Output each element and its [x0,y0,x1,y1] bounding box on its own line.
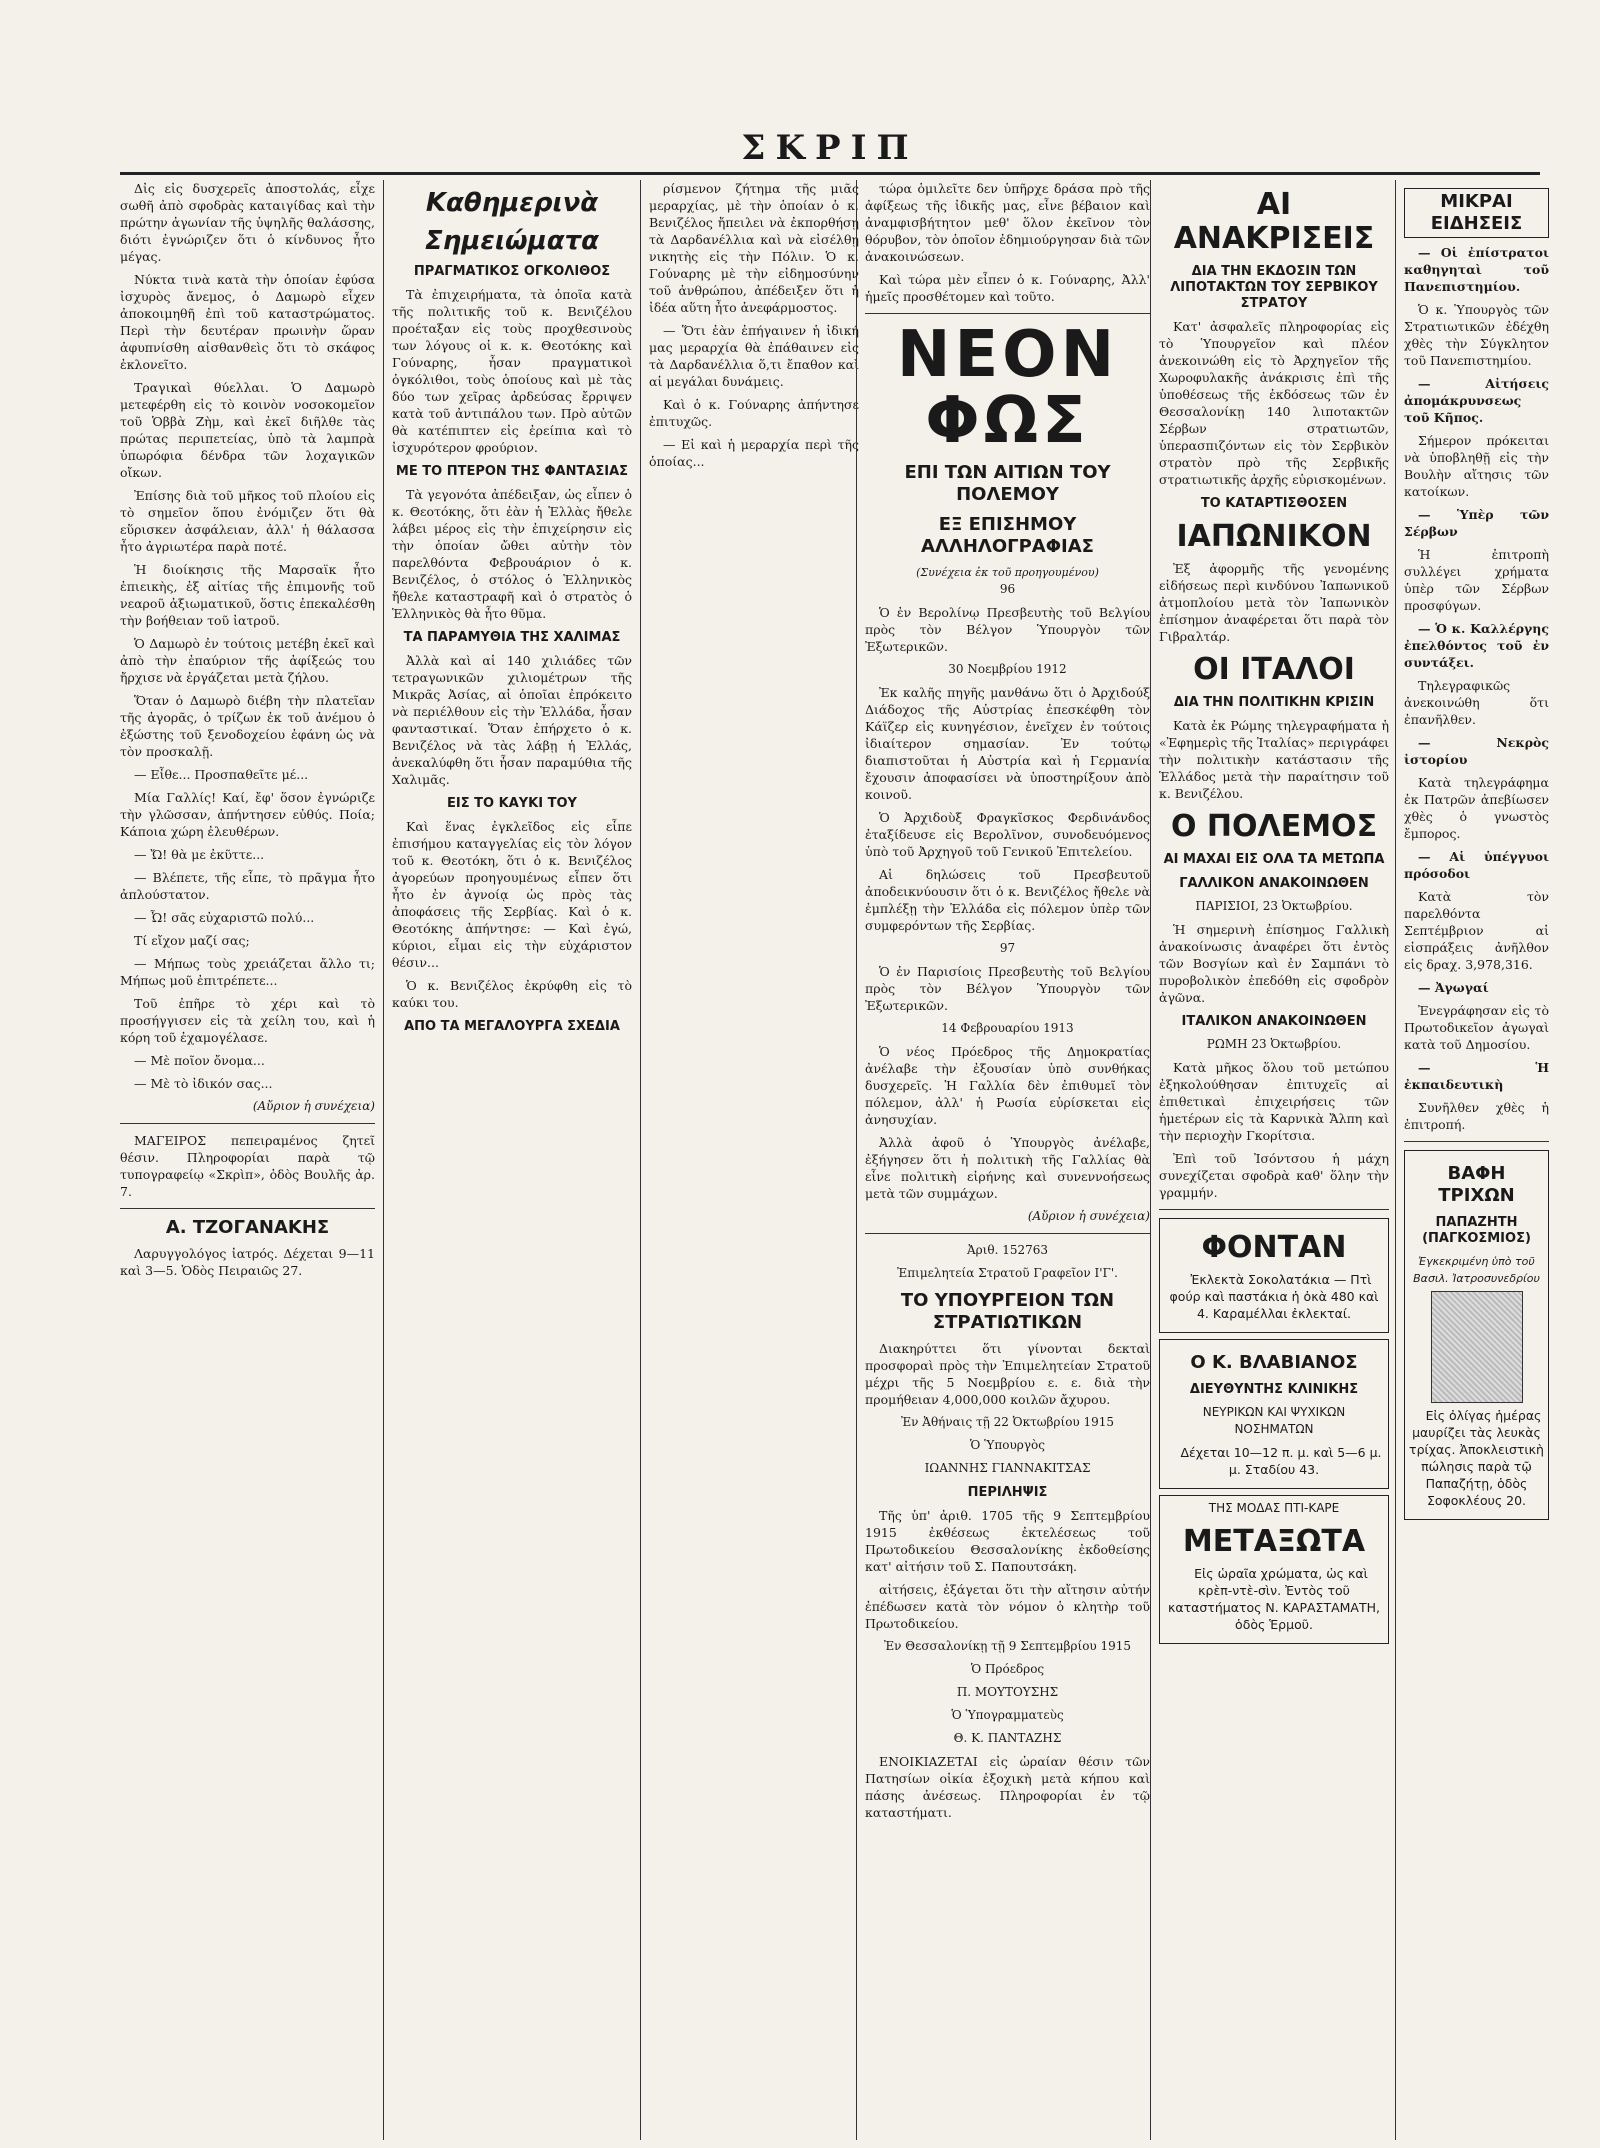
news-text: Ἐνεγράφησαν εἰς τὸ Πρωτοδικεῖον ἀγωγαὶ κατὰ τοῦ Δημοσίου. [1404,1003,1549,1052]
summary-text: αἰτήσεις, ἐξάγεται ὅτι τὴν αἴτησιν αὐτήν ἐπέδωσεν κατὰ τὸν νόμον ὁ κλητὴρ τοῦ Πρωτοδικείου. [865,1582,1150,1631]
summary-signature: Ὁ Πρόεδρος [970,1662,1045,1676]
daily-notes-header-bottom: Σημειώματα [424,226,600,256]
portrait-image [1431,1291,1523,1403]
ad-vlavianos-title: Ο Κ. ΒΛΑΒΙΑΝΟΣ [1190,1352,1358,1373]
ad-silks-title: ΜΕΤΑΞΩΤΑ [1182,1524,1366,1559]
col1-paragraph: — Βλέπετε, τῆς εἶπε, τὸ πρᾶγμα ἦτο ἀπλούστατον. [120,870,375,902]
news-text: Ἡ ἐπιτροπὴ συλλέγει χρήματα ὑπὲρ τῶν Σέρβων προσφύγων. [1404,547,1549,613]
continuation-note: (Συνέχεια ἐκ τοῦ προηγουμένου) [916,566,1099,579]
ad-hair-dye-text: Εἰς ὀλίγας ἡμέρας μαυρίζει τὰς λευκὰς τρίχας. Ἀποκλειστικὴ πώλησις παρὰ τῷ Παπαζήτῃ, ὁδὸς Σοφοκλέους 20. [1409,1408,1544,1508]
divider [120,1208,375,1209]
notice-title: ΤΟ ΥΠΟΥΡΓΕΙΟΝ ΤΩΝ ΣΤΡΑΤΙΩΤΙΚΩΝ [900,1290,1115,1333]
notice-number: Ἀριθ. 152763 [966,1243,1049,1257]
divider [865,1233,1150,1234]
col1-paragraph: Τραγικαὶ θύελλαι. Ὁ Δαμωρὸ μετεφέρθη εἰς τὸ κοινὸν νοσοκομεῖον τοῦ Ὁββὰ Ζὴμ, καὶ ἐκεῖ διῆλθε τὰς πρώτας περιπετείας, ὑπὸ τὰ λαμπρὰ ὑπωρόφια δένδρα τῶν λοχαγικῶν οἴκων. [120,380,375,480]
col1-paragraph: Ἐπίσης διὰ τοῦ μῆκος τοῦ πλοίου εἰς τὸ σημεῖον ὅπου ἐνόμιζεν ὅτι θὰ εὕρισκεν ἀσφάλειαν, ἀλλ' ἡ θάλασσα ἦτο ἀγριωτέρα παρὰ ποτέ. [120,488,375,554]
news-title: — Νεκρὸς ἰστορίου [1404,735,1549,767]
news-title: — Αἰτήσεις ἀπομάκρυνσεως τοῦ Κῆπος. [1404,376,1549,425]
col3-text: — Εἰ καὶ ἡ μεραρχία περὶ τῆς ὁποίας... [649,437,859,469]
headline-war: Ο ΠΟΛΕΜΟΣ [1170,809,1378,844]
notice-text: Διακηρύττει ὅτι γίνονται δεκταὶ προσφοραὶ πρὸς τὴν Ἐπιμελητείαν Στρατοῦ μέχρι τῆς 5 Νοεμβρίου ε. ε. διὰ τὴν προμήθειαν 4,000,000 κοιλῶν ἄχυρου. [865,1341,1150,1407]
subheadline-official-correspondence: ΕΞ ΕΠΙΣΗΜΟΥ ΑΛΛΗΛΟΓΡΑΦΙΑΣ [921,514,1094,557]
communique-title: ΓΑΛΛΙΚΟΝ ΑΝΑΚΟΙΝΩΘΕΝ [1179,876,1369,891]
section-text: Τὰ ἐπιχειρήματα, τὰ ὁποῖα κατὰ τῆς πολιτικῆς τοῦ κ. Βενιζέλου προέταξαν εἰς τοὺς προχθεσινοὺς των λόγους οἱ κ. κ. Θεοτόκης καὶ Γούναρης, ἦσαν πραγματικοὶ ὀγκόλιθοι, τοὺς ὁποίους καὶ μὲ τὰς δύο των χεῖρας ἀρδεύσας ἔρριψεν κατὰ τοῦ ἀντιπάλου των. Πρὸ αὐτῶν θὰ κατέπιπτεν εἰς ἐρείπια καὶ τὸ ἰσχυρότερον φρούριον. [392,287,632,455]
section-title: ΠΡΑΓΜΑΤΙΚΟΣ ΟΓΚΟΛΙΘΟΣ [413,264,611,279]
news-title: — Ἀγωγαί [1418,980,1489,995]
classified-cook: ΜΑΓΕΙΡΟΣ πεπειραμένος ζητεῖ θέσιν. Πληροφορίαι παρὰ τῷ τυπογραφείῳ «Σκρὶπ», ὁδὸς Βουλῆς ἀρ. 7. [120,1133,375,1199]
ad-fontan [1159,1218,1389,1333]
ad-fontan-title: ΦΟΝΤΑΝ [1201,1230,1347,1265]
headline-new-light: ΝΕΟΝ ΦΩΣ [896,318,1119,458]
column-4 [856,180,1158,2140]
col4-text: Ὁ νέος Πρόεδρος τῆς Δημοκρατίας ἀνέλαβε τὴν ἐξουσίαν ὑπὸ συνθήκας δυσχερεῖς. Ἡ Γαλλία δὲν ἐπιθυμεῖ τὸν πόλεμον, ἀλλ' ἡ Ρωσία εὑρίσκεται εἰς ἀνησυχίαν. [865,1044,1150,1127]
divider [1404,1141,1549,1142]
col4-text: Ὁ Ἀρχιδοὺξ Φραγκῖσκος Φερδινάνδος ἐταξίδευσε εἰς Βερολῖνον, συνοδευόμενος ὑπὸ τοῦ Ἀρχηγοῦ τοῦ Γενικοῦ Ἐπιτελείου. [865,810,1150,859]
masthead: ΣΚΡΙΠ [741,128,919,168]
col5-text: Κατὰ ἐκ Ρώμης τηλεγραφήματα ἡ «Ἐφημερὶς τῆς Ἰταλίας» περιγράφει τὴν πολιτικὴν κατάστασιν τῆς Ἑλλάδος μετὰ τὴν παραίτησιν τοῦ κ. Βενιζέλου. [1159,718,1389,801]
ad-vlavianos-sub: ΔΙΕΥΘΥΝΤΗΣ ΚΛΙΝΙΚΗΣ [1189,1382,1359,1397]
news-text: Κατὰ τηλεγράφημα ἐκ Πατρῶν ἀπεβίωσεν χθὲς ὁ γνωστὸς ἔμπορος. [1404,775,1549,841]
col1-paragraph: — Εἶθε... Προσπαθεῖτε μέ... [134,767,309,782]
communique-dateline: ΠΑΡΙΣΙΟΙ, 23 Ὀκτωβρίου. [1195,899,1353,913]
summary-signature: Ὁ Ὑπογραμματεὺς [951,1708,1064,1722]
subheadline: ΔΙΑ ΤΗΝ ΠΟΛΙΤΙΚΗΝ ΚΡΙΣΙΝ [1173,695,1375,710]
communique-dateline: ΡΩΜΗ 23 Ὀκτωβρίου. [1206,1037,1342,1051]
columns [120,180,1549,2140]
ad-hair-dye [1404,1150,1549,1520]
notice-date: Ἐν Ἀθήναις τῇ 22 Ὀκτωβρίου 1915 [900,1415,1115,1429]
ad-silks [1159,1495,1389,1644]
col1-paragraph: Μία Γαλλίς! Καί, ἔφ' ὅσον ἐγνώριζε τὴν γλῶσσαν, ἀπήντησεν εὐθύς. Ποία; Κάποια χώρη ἐλευθέρων. [120,790,375,839]
section-title: ΤΑ ΠΑΡΑΜΥΘΙΑ ΤΗΣ ΧΑΛΙΜΑΣ [403,630,621,645]
ad-silks-text: Εἰς ὡραῖα χρώματα, ὡς καὶ κρὲπ-ντὲ-σὶν. Ἐντὸς τοῦ καταστήματος Ν. ΚΑΡΑΣΤΑΜΑΤΗ, ὁδὸς Ἑρμοῦ. [1168,1566,1380,1632]
col1-paragraph: Ὅταν ὁ Δαμωρὸ διέβη τὴν πλατεῖαν τῆς ἀγορᾶς, ὁ τρίζων ἐκ τοῦ ἀνέμου ὁ ἐξώστης τοῦ ξενοδοχείου ἐφάνη ὡς νὰ τὸν προσκαλῇ. [120,693,375,759]
headline-japanese: ΙΑΠΩΝΙΚΟΝ [1176,519,1372,554]
col1-paragraph: — Μὲ τὸ ἰδικόν σας... [134,1076,273,1091]
col1-continued: (Αὔριον ἡ συνέχεια) [252,1099,375,1113]
ad-fontan-text: Ἐκλεκτὰ Σοκολατάκια — Πτὶ φούρ καὶ παστάκια ἡ ὀκὰ 480 καὶ 4. Καραμέλλαι ἐκλεκταί. [1169,1272,1379,1321]
daily-notes-header-top: Καθημερινὰ [425,188,599,218]
document-date: 30 Νοεμβρίου 1912 [948,662,1067,676]
document-number: 96 [999,582,1016,596]
subheadline: ΑΙ ΜΑΧΑΙ ΕΙΣ ΟΛΑ ΤΑ ΜΕΤΩΠΑ [1163,852,1385,867]
headline-investigations: ΑΙ ΑΝΑΚΡΙΣΕΙΣ [1173,187,1375,256]
section-text: Ὁ κ. Βενιζέλος ἐκρύφθη εἰς τὸ καύκι του. [392,978,632,1010]
column-5 [1150,180,1397,2140]
summary-title: ΠΕΡΙΛΗΨΙΣ [967,1485,1048,1500]
col4-text: Ἐκ καλῆς πηγῆς μανθάνω ὅτι ὁ Ἀρχιδούξ Διάδοχος τῆς Αὐστρίας ἐπεσκέφθη τὸν Κάϊζερ εἰς κυνηγέσιον, ἐνεῖχεν ἐν τούτοις ἰδιαίτερον σημασίαν. Ἐν τούτῳ διαπιστοῦται ἡ Αὐστρία καὶ ἡ Γερμανία ἔχουσιν ἀποφασίσει νὰ ὑποστηρίξουν ἀπὸ κοινοῦ. [865,685,1150,802]
news-text: Τηλεγραφικῶς ἀνεκοινώθη ὅτι ἐπανῆλθεν. [1404,678,1549,727]
col1-paragraph: Ὁ Δαμωρὸ ἐν τούτοις μετέβη ἐκεῖ καὶ ἀπὸ τὴν ἐπαύριον τῆς ἀφίξεώς του ἤρχισε νὰ ἐργάζεται μετὰ ζήλου. [120,636,375,685]
col4-text: Αἱ δηλώσεις τοῦ Πρεσβευτοῦ ἀποδεικνύουσιν ὅτι ὁ κ. Βενιζέλος ἤθελε νὰ ἐμπλέξῃ τὴν Ἑλλάδα εἰς πόλεμον ὑπὲρ τῶν συμφερόντων τῆς Σερβίας. [865,867,1150,933]
news-text: Συνῆλθεν χθὲς ἡ ἐπιτροπή. [1404,1100,1549,1132]
col5-text: Κατ' ἀσφαλεῖς πληροφορίας εἰς τὸ Ὑπουργεῖον καὶ πλέον ἀνεκοινώθη εἰς τὸ Ἀρχηγεῖον τῆς Χωροφυλακῆς ἀνάκρισις ἐπὶ τῆς ὑποθέσεως τῆς ἐκδόσεως τῶν ἐν Θεσσαλονίκῃ 140 λιποτακτῶν Σέρβων στρατιωτῶν, ὑπερασπιζόντων εἰς τὸν Σερβικὸν στρατὸν πρὸ τῆς Σερβικῆς στρατιωτικῆς ἀρχῆς εὑρισκομένων. [1159,319,1389,487]
col1-paragraph: Τοῦ ἐπῆρε τὸ χέρι καὶ τὸ προσήγγισεν εἰς τὰ χείλη του, καὶ ἡ κόρη τοῦ ἐχαμογέλασε. [120,996,375,1045]
document-number: 97 [999,941,1016,955]
col5-text: Ἐπὶ τοῦ Ἰσόντσου ἡ μάχη συνεχίζεται σφοδρὰ καθ' ὅλην τὴν γραμμήν. [1159,1151,1389,1200]
col1-paragraph: Νύκτα τινὰ κατὰ τὴν ὁποίαν ἐφύσα ἰσχυρὸς ἄνεμος, ὁ Δαμωρὸ εἶχεν ἀποκοιμηθῆ ἐπὶ τοῦ καταστρώματος. Περὶ τὴν δευτέραν πρωινὴν ὥραν ἀφυπνίσθη αἰσθανθεὶς ὅτι τὸ σκάφος ἐκλονεῖτο. [120,272,375,372]
divider [865,313,1150,314]
ad-silks-small: ΤΗΣ ΜΟΔΑΣ ΠΤΙ-ΚΑΡΕ [1208,1501,1340,1515]
news-text: Ὁ κ. Ὑπουργὸς τῶν Στρατιωτικῶν ἐδέχθη χθὲς τὴν Σύγκλητον τοῦ Πανεπιστημίου. [1404,302,1549,368]
news-title: — Οἱ ἐπίστρατοι καθηγηταὶ τοῦ Πανεπιστημίου. [1404,245,1549,294]
column-3 [640,180,867,2140]
col4-text: Καὶ τώρα μὲν εἶπεν ὁ κ. Γούναρης, Ἀλλ' ἡμεῖς προσθέτομεν καὶ τοῦτο. [865,272,1150,304]
column-2 [383,180,640,2140]
summary-signature: Π. ΜΟΥΤΟΥΣΗΣ [956,1685,1059,1699]
rent-ad: ΕΝΟΙΚΙΑΖΕΤΑΙ εἰς ὡραίαν θέσιν τῶν Πατησίων οἰκία ἐξοχικὴ μετὰ κήπου καὶ πάσης ἀνέσεως. Πληροφορίαι ἐν τῷ καταστήματι. [865,1754,1150,1820]
ad-hair-dye-sub: Ἐγκεκριμένη ὑπὸ τοῦ Βασιλ. Ἰατροσυνεδρίου [1413,1255,1540,1285]
summary-date: Ἐν Θεσσαλονίκῃ τῇ 9 Σεπτεμβρίου 1915 [883,1639,1132,1653]
section-text: Ἀλλὰ καὶ αἱ 140 χιλιάδες τῶν τετραγωνικῶν χιλιομέτρων τῆς Μικρᾶς Ἀσίας, αἱ ὁποῖαι ἐπρόκειτο νὰ περιέλθουν εἰς τὴν Ἑλλάδα, ἦσαν φανταστικαί. Ὅταν ἐπήρχετο ὁ κ. Βενιζέλος νὰ τὰς λάβῃ ἡ Ἑλλάς, ἀνεκαλύφθη ὅτι ἦσαν παραμύθια τῆς Χαλιμᾶς. [392,653,632,787]
headline-short-news: ΜΙΚΡΑΙ ΕΙΔΗΣΕΙΣ [1404,188,1549,238]
col1-paragraph: — Μήπως τοὺς χρειάζεται ἄλλο τι; Μήπως μοῦ ἐπιτρέπετε... [120,956,375,988]
news-title: — Αἱ ὑπέγγυοι πρόσοδοι [1404,849,1549,881]
subheadline-causes-of-war: ΕΠΙ ΤΩΝ ΑΙΤΙΩΝ ΤΟΥ ΠΟΛΕΜΟΥ [904,462,1111,505]
communique-title: ΙΤΑΛΙΚΟΝ ΑΝΑΚΟΙΝΩΘΕΝ [1181,1014,1367,1029]
notice-dept: Ἐπιμελητεία Στρατοῦ Γραφεῖον Ι'Γ'. [897,1266,1118,1280]
document-date: 14 Φεβρουαρίου 1913 [941,1021,1074,1035]
col1-paragraph: — Μὲ ποῖον ὄνομα... [134,1053,265,1068]
news-text: Κατὰ τὸν παρελθόντα Σεπτέμβριον αἱ εἰσπράξεις ἀνῆλθον εἰς δραχ. 3,978,316. [1404,889,1549,972]
summary-text: Τῆς ὑπ' ἀριθ. 1705 τῆς 9 Σεπτεμβρίου 1915 ἐκθέσεως ἐκτελέσεως τοῦ Πρωτοδικείου Θεσσαλονίκης ἐκδοθείσης κατ' αἰτήσιν τοῦ Σ. Παπουτσάκη. [865,1508,1150,1574]
section-title: ΑΠΟ ΤΑ ΜΕΓΑΛΟΥΡΓΑ ΣΧΕΔΙΑ [404,1019,620,1034]
classified-doctor-title: Α. ΤΖΟΓΑΝΑΚΗΣ [165,1217,330,1238]
ad-hair-dye-title: ΒΑΦΗ ΤΡΙΧΩΝ [1438,1163,1515,1206]
news-text: Σήμερον πρόκειται νὰ ὑποβληθῇ εἰς τὴν Βουλὴν αἴτησις τῶν κατοίκων. [1404,433,1549,499]
col5-text: Ἐξ ἀφορμῆς τῆς γενομένης εἰδήσεως περὶ κινδύνου Ἰαπωνικοῦ ἀτμοπλοίου μετὰ τὸν Ἰαπωνικὸν ἐπίσημον ἀναφέρεται ὅτι παρὰ τὸν Γιβραλτάρ. [1159,561,1389,644]
col3-text: Καὶ ὁ κ. Γούναρης ἀπήντησε ἐπιτυχῶς. [649,397,859,429]
col1-paragraph: — Ὦ! σᾶς εὐχαριστῶ πολύ... [134,910,315,925]
section-text: Τὰ γεγονότα ἀπέδειξαν, ὡς εἶπεν ὁ κ. Θεοτόκης, ὅτι ἐὰν ἡ Ἑλλὰς ἤθελε λάβει μέρος εἰς τὴν ἐπιχείρησιν εἰς τὴν ὁποίαν ὤθει αὐτὴν τὸν παρελθόντα Φεβρουάριον ὁ κ. Βενιζέλος, ὁ στόλος ὁ Ἑλληνικὸς ἤθελε καταστραφῆ καὶ ὁ στρατὸς ὁ Ἑλληνικὸς θὰ ἦτο θῦμα. [392,487,632,621]
col3-text: ρίσμενον ζήτημα τῆς μιᾶς μεραρχίας, μὲ τὴν ὁποίαν ὁ κ. Βενιζέλος ἤπειλει νὰ ἐκπορθήσῃ τὰ Δαρδανέλλια καὶ νὰ εἰσέλθῃ νικητὴς εἰς τὴν Πόλιν. Ὁ κ. Γούναρης μὲ τὴν εἰδημοσύνην τοῦ ἀνθρώπου, ἀπέδειξεν ὅτι ἡ ἰδέα αὕτη ἦτο ἀνεφάρμοστος. [649,181,859,315]
masthead-rule [120,172,1540,175]
ad-vlavianos-text: Δέχεται 10—12 π. μ. καὶ 5—6 μ. μ. Σταδίου 43. [1180,1445,1382,1477]
col4-continued: (Αὔριον ἡ συνέχεια) [1027,1209,1150,1223]
classified-doctor-text: Λαρυγγολόγος ἰατρός. Δέχεται 9—11 καὶ 3—5. Ὁδὸς Πειραιῶς 27. [120,1246,375,1278]
headline-small: ΤΟ ΚΑΤΑΡΤΙΣΘΟΣΕΝ [1200,496,1348,511]
news-title: — Ὁ κ. Καλλέργης ἐπελθόντος τοῦ ἐν συντάξει. [1404,621,1549,670]
news-title: — Ὑπὲρ τῶν Σέρβων [1404,507,1549,539]
column-1 [120,180,383,2140]
col5-text: Κατὰ μῆκος ὅλου τοῦ μετώπου ἐξηκολούθησαν ἐπιτυχεῖς αἱ ἐπιθετικαὶ ἐπιχειρήσεις τῶν ἡμετέρων εἰς τὰ Καρνικὰ Ἄλπη καὶ τὴν περιοχὴν Γκορίτσια. [1159,1060,1389,1143]
col1-paragraph: Τί εἴχον μαζί σας; [134,933,250,948]
divider [1159,1209,1389,1210]
col1-paragraph: — Ὤ! θὰ με ἐκῦττε... [134,847,265,862]
col5-text: Ἡ σημερινὴ ἐπίσημος Γαλλικὴ ἀνακοίνωσις ἀναφέρει ὅτι ἐντὸς τῶν Βοσγίων καὶ ἐν Σαμπάνι τὸ πυροβολικὸν ἐπεδόθη εἰς σφοδρὸν ἀγῶνα. [1159,922,1389,1005]
notice-signature: ΙΩΑΝΝΗΣ ΓΙΑΝΝΑΚΙΤΣΑΣ [924,1461,1091,1475]
section-title: ΕΙΣ ΤΟ ΚΑΥΚΙ ΤΟΥ [447,796,577,811]
col4-text: τώρα ὁμιλεῖτε δεν ὑπῆρχε δράσα πρὸ τῆς ἀφίξεως τῆς ἰδικῆς μας, εἶνε βέβαιον καὶ ἀναμφισβήτητον μεθ' ὅλον ἐκεῖνον τὸν θόρυβον, τὸν ὁποῖον ἐδημιούργησαν διὰ τῶν ἀνακοινώσεων. [865,181,1150,264]
section-title: ΜΕ ΤΟ ΠΤΕΡΟΝ ΤΗΣ ΦΑΝΤΑΣΙΑΣ [395,464,629,479]
ad-vlavianos [1159,1339,1389,1489]
col4-text: Ἀλλὰ ἀφοῦ ὁ Ὑπουργὸς ἀνέλαβε, ἐξήγησεν ὅτι ἡ πολιτικὴ τῆς Γαλλίας θὰ εἶνε πολιτικὴ εἰρήνης καὶ συνεννοήσεως μετὰ τῶν συμμάχων. [865,1135,1150,1201]
divider [120,1123,375,1124]
ad-vlavianos-sub2: ΝΕΥΡΙΚΩΝ ΚΑΙ ΨΥΧΙΚΩΝ ΝΟΣΗΜΑΤΩΝ [1202,1405,1346,1436]
headline-italians: ΟΙ ΙΤΑΛΟΙ [1193,652,1355,687]
col3-text: — Ὅτι ἐὰν ἐπήγαινεν ἡ ἰδική μας μεραρχία θὰ ἐπάθαινεν εἰς τὰ Δαρδανέλλια ὅ,τι ἔπαθον καὶ αἱ μεγάλαι δυνάμεις. [649,323,859,389]
col1-paragraph: Ἡ διοίκησις τῆς Μαρσαϊκ ἦτο ἐπιεικὴς, ἐξ αἰτίας τῆς ἐπιμονῆς τοῦ νεαροῦ ἀξιωματικοῦ, ὅστις ἐπεκαλέσθη τὴν βοήθειαν τοῦ ἰατροῦ. [120,562,375,628]
col4-text: Ὁ ἐν Βερολίνῳ Πρεσβευτὴς τοῦ Βελγίου πρὸς τὸν Βέλγον Ὑπουργὸν τῶν Ἐξωτερικῶν. [865,605,1150,654]
ad-hair-dye-brand: ΠΑΠΑΖΗΤΗ (ΠΑΓΚΟΣΜΙΟΣ) [1422,1215,1531,1246]
notice-signature: Ὁ Ὑπουργὸς [970,1438,1045,1452]
section-text: Καὶ ἕνας ἐγκλεῖδος εἰς εἶπε ἐπισήμου καταγγελίας εἰς τὸν λόγον τοῦ κ. Θεοτόκη, ὅτι ὁ κ. Βενιζέλος ἀγορεύων προηγουμένως εἶπεν ὅτι ἦτο ἐν ἀγνοίᾳ ὡς πρὸς τὰς ἀποφάσεις τῆς Σερβίας. Καὶ ὁ κ. Θεοτόκης ἀπήντησε: — Καὶ ἐγώ, κύριοι, εἶμαι εἰς τὴν εὐχάριστον θέσιν... [392,819,632,970]
news-title: — Ἡ ἐκπαιδευτικὴ [1404,1060,1549,1092]
summary-signature: Θ. Κ. ΠΑΝΤΑΖΗΣ [953,1731,1062,1745]
column-6 [1395,180,1549,2140]
subheadline: ΔΙΑ ΤΗΝ ΕΚΔΟΣΙΝ ΤΩΝ ΛΙΠΟΤΑΚΤΩΝ ΤΟΥ ΣΕΡΒΙΚΟΥ ΣΤΡΑΤΟΥ [1170,264,1378,311]
col1-paragraph: Δἰς εἰς δυσχερεῖς ἀποστολάς, εἶχε σωθῆ ἀπὸ σφοδρὰς καταιγίδας καὶ τὴν πρώτην ἀγωνίαν τῆς ὑψηλῆς θαλάσσης, διότι ἐγνώριζεν ὅτι ὁ κίνδυνος ἦτο μέγας. [120,181,375,264]
col4-text: Ὁ ἐν Παρισίοις Πρεσβευτὴς τοῦ Βελγίου πρὸς τὸν Βέλγον Ὑπουργὸν τῶν Ἐξωτερικῶν. [865,964,1150,1013]
